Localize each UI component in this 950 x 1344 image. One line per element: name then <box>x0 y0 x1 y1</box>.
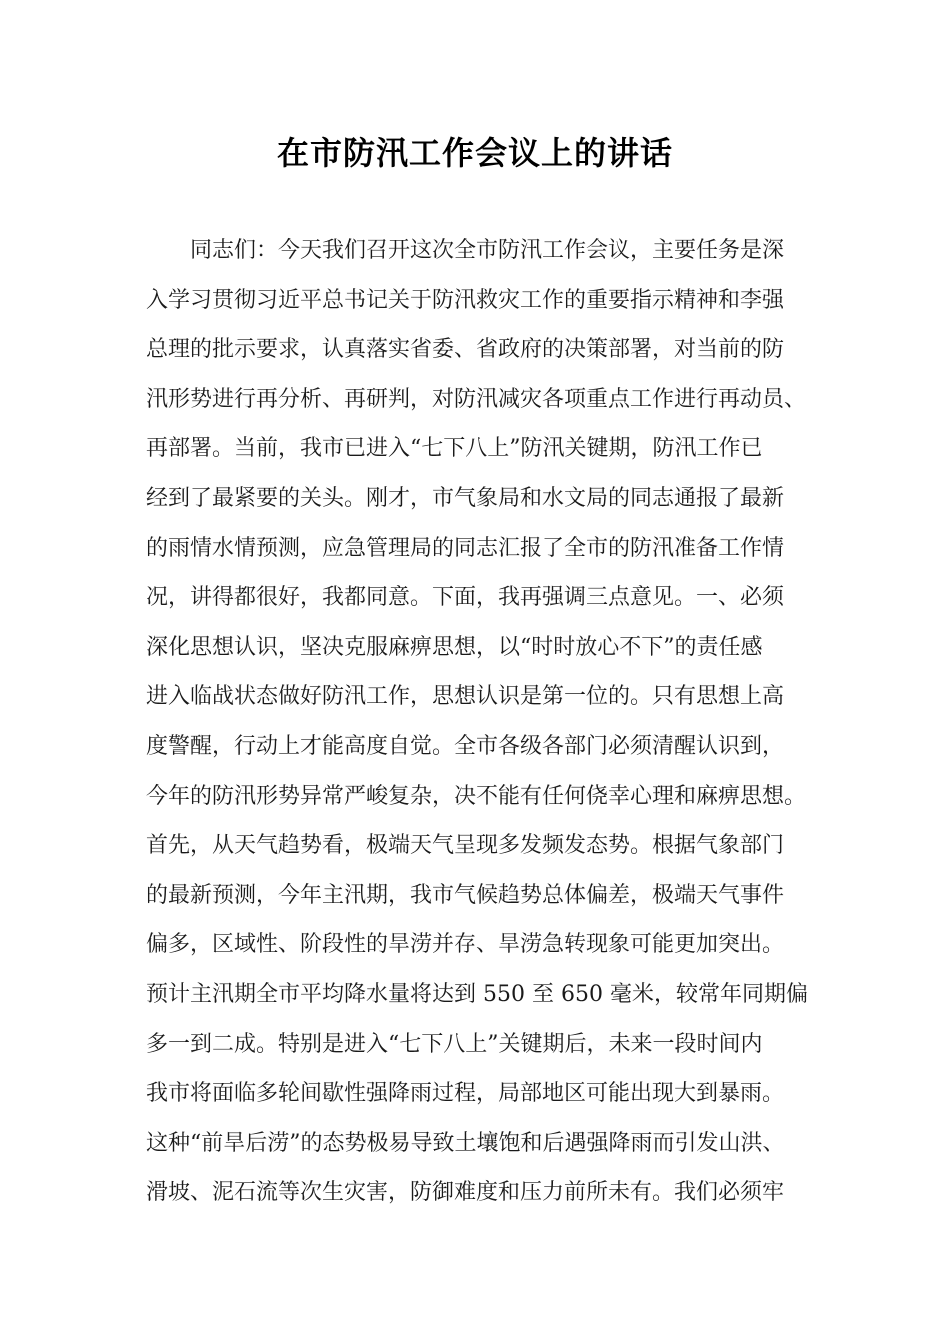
text-line: 我市将面临多轮间歇性强降雨过程，局部地区可能出现大到暴雨。 <box>146 1081 785 1107</box>
text-line: 多一到二成。特别是进入“七下八上”关键期后，未来一段时间内 <box>146 1031 763 1057</box>
page-title: 在市防汛工作会议上的讲话 <box>276 134 673 172</box>
text-line: 入学习贯彻习近平总书记关于防汛救灾工作的重要指示精神和李强 <box>146 287 785 313</box>
text-line: 今年的防汛形势异常严峻复杂，决不能有任何侥幸心理和麻痹思想。 <box>146 783 807 809</box>
text-line: 度警醒，行动上才能高度自觉。全市各级各部门必须清醒认识到， <box>146 733 785 759</box>
text-line: 深化思想认识，坚决克服麻痹思想，以“时时放心不下”的责任感 <box>146 634 763 660</box>
text-line: 经到了最紧要的关头。刚才，市气象局和水文局的同志通报了最新 <box>146 485 785 511</box>
text-line: 的最新预测，今年主汛期，我市气候趋势总体偏差，极端天气事件 <box>146 882 785 908</box>
text-line: 总理的批示要求，认真落实省委、省政府的决策部署，对当前的防 <box>146 337 785 363</box>
text-line: 的雨情水情预测，应急管理局的同志汇报了全市的防汛准备工作情 <box>146 535 785 561</box>
text-line: 况，讲得都很好，我都同意。下面，我再强调三点意见。一、必须 <box>146 585 785 611</box>
text-line: 汛形势进行再分析、再研判，对防汛减灾各项重点工作进行再动员、 <box>146 386 807 412</box>
speech-body <box>146 226 816 1218</box>
text-line: 滑坡、泥石流等次生灾害，防御难度和压力前所未有。我们必须牢 <box>146 1180 785 1206</box>
text-line: 偏多，区域性、阶段性的旱涝并存、旱涝急转现象可能更加突出。 <box>146 932 785 958</box>
text-line: 预计主汛期全市平均降水量将达到 550 至 650 毫米，较常年同期偏 <box>146 981 808 1007</box>
text-line: 再部署。当前，我市已进入“七下八上”防汛关键期，防汛工作已 <box>146 436 763 462</box>
text-line: 这种“前旱后涝”的态势极易导致土壤饱和后遇强降雨而引发山洪、 <box>146 1130 785 1156</box>
text-line: 首先，从天气趋势看，极端天气呈现多发频发态势。根据气象部门 <box>146 833 785 859</box>
text-line: 进入临战状态做好防汛工作，思想认识是第一位的。只有思想上高 <box>146 684 785 710</box>
text-line: 同志们：今天我们召开这次全市防汛工作会议，主要任务是深 <box>190 238 785 263</box>
